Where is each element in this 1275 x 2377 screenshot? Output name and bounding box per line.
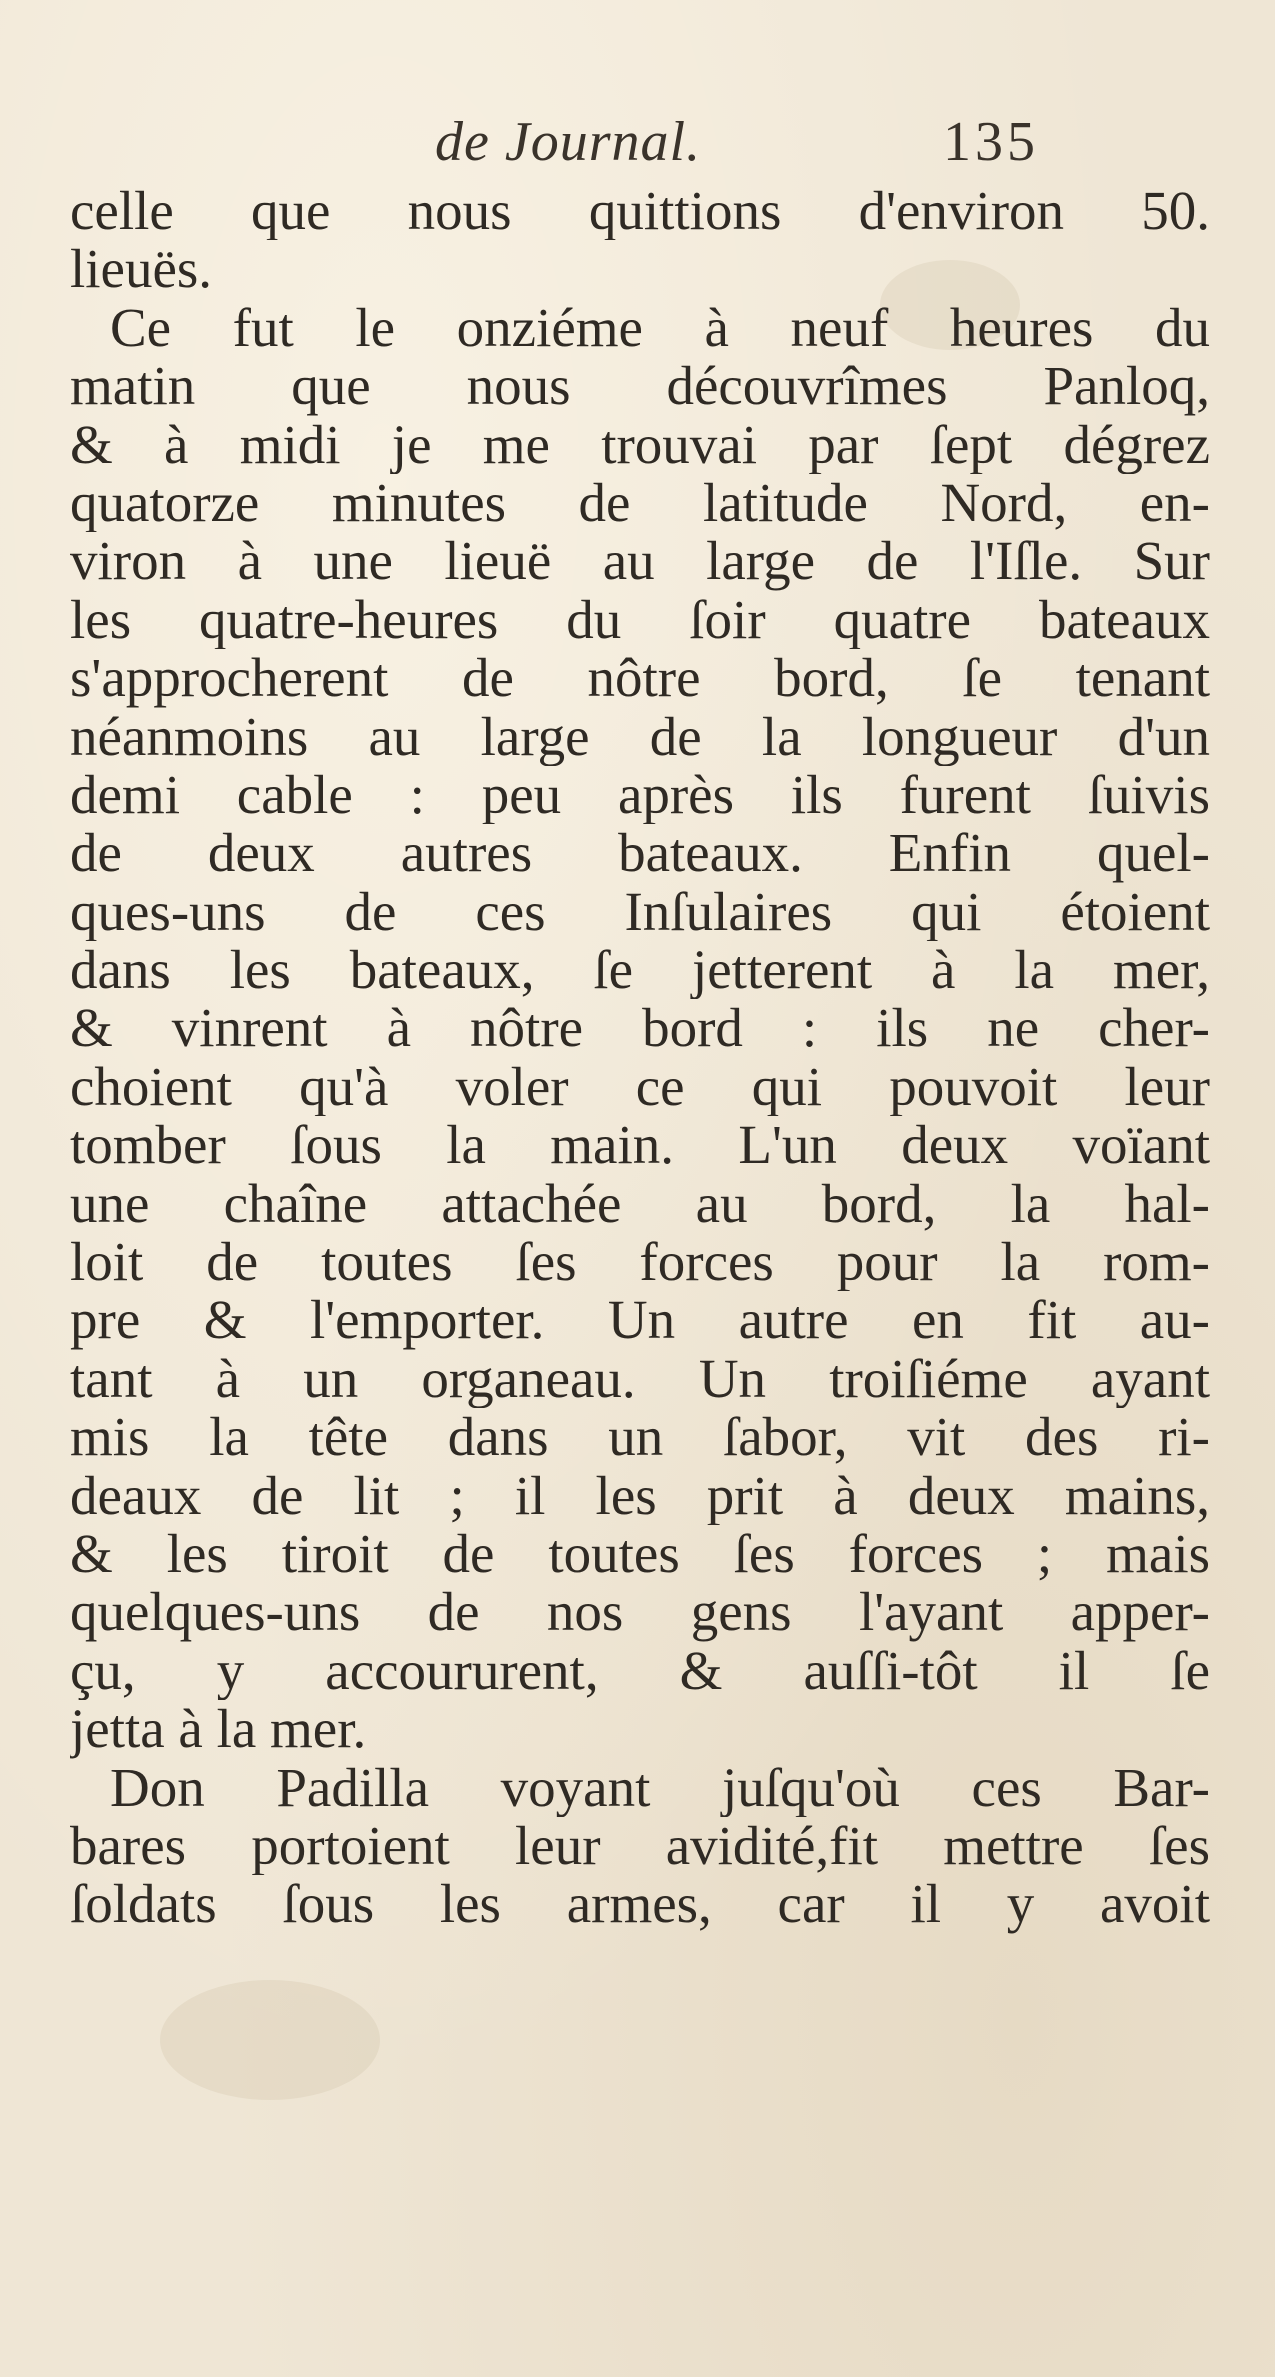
text-line: çu, y accoururent, & auſſi-tôt il ſe <box>70 1641 1210 1701</box>
text-line: loit de toutes ſes forces pour la rom- <box>70 1233 1210 1292</box>
text-line: dans les bateaux, ſe jetterent à la mer, <box>70 941 1210 1000</box>
text-line: s'approcherent de nôtre bord, ſe tenant <box>70 649 1210 708</box>
text-line: bares portoient leur avidité,fit mettre ſes <box>70 1816 1210 1876</box>
text-line: les quatre-heures du ſoir quatre bateaux <box>70 590 1210 650</box>
body-text <box>70 182 1210 1934</box>
text-line: & les tiroit de toutes ſes forces ; mais <box>70 1524 1210 1584</box>
text-line: lieuës. <box>70 240 213 299</box>
text-line: ques-uns de ces Inſulaires qui étoient <box>70 882 1210 942</box>
text-line: pre & l'emporter. Un autre en fit au- <box>70 1291 1210 1350</box>
text-line: & à midi je me trouvai par ſept dégrez <box>70 415 1210 474</box>
text-line: Don Padilla voyant juſqu'où ces Bar- <box>110 1758 1210 1817</box>
text-line: tant à un organeau. Un troiſiéme ayant <box>70 1349 1210 1409</box>
text-line: quatorze minutes de latitude Nord, en- <box>70 473 1210 533</box>
text-line: matin que nous découvrîmes Panloq, <box>70 357 1210 416</box>
text-line: néanmoins au large de la longueur d'un <box>70 707 1210 766</box>
text-line: & vinrent à nôtre bord : ils ne cher- <box>70 999 1210 1058</box>
text-line: mis la tête dans un ſabor, vit des ri- <box>70 1408 1210 1467</box>
text-line: tomber ſous la main. L'un deux voïant <box>70 1116 1210 1175</box>
text-line: Ce fut le onziéme à neuf heures du <box>110 298 1210 358</box>
running-head <box>0 110 1275 190</box>
text-line: demi cable : peu après ils furent ſuivis <box>70 765 1210 825</box>
text-line: viron à une lieuë au large de l'Iſle. Sur <box>70 532 1210 591</box>
text-line: quelques-uns de nos gens l'ayant apper- <box>70 1583 1210 1642</box>
text-line: ſoldats ſous les armes, car il y avoit <box>70 1875 1210 1934</box>
page-number: 135 <box>943 111 1039 173</box>
running-title: de Journal. <box>435 111 702 173</box>
text-line: deaux de lit ; il les prit à deux mains, <box>70 1466 1210 1525</box>
paper-stain <box>160 1980 380 2100</box>
text-line: jetta à la mer. <box>70 1700 367 1759</box>
text-line: une chaîne attachée au bord, la hal- <box>70 1174 1210 1234</box>
text-line: choient qu'à voler ce qui pouvoit leur <box>70 1057 1210 1117</box>
text-line: de deux autres bateaux. Enfin quel- <box>70 824 1210 883</box>
text-line: celle que nous quittions d'environ 50. <box>70 182 1210 241</box>
